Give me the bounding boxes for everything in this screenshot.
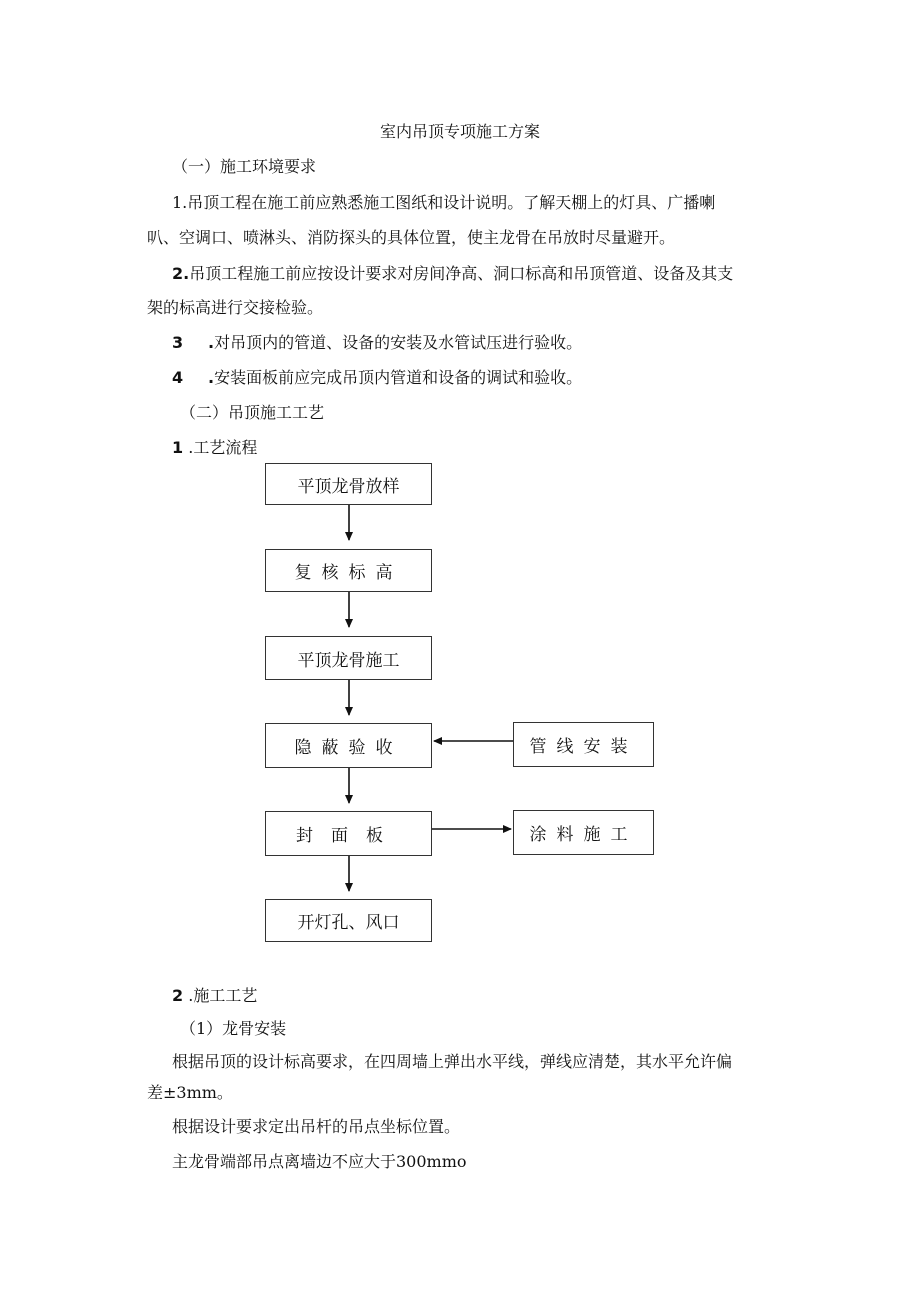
item-1-number: 1. <box>172 193 188 212</box>
flow-step-1: 平顶龙骨放样 <box>265 463 432 505</box>
item-4-number: 4 <box>172 368 184 387</box>
flow-side-out: 涂料施工 <box>513 810 654 855</box>
item-3-text: 对吊顶内的管道、设备的安装及水管试压进行验收。 <box>214 333 583 352</box>
item-2-line2: 架的标高进行交接检验。 <box>147 298 324 317</box>
item-2-number: 2 <box>172 264 184 283</box>
item-3-number: 3 <box>172 333 184 352</box>
sub2-1-heading: （1）龙骨安装 <box>180 1019 287 1038</box>
paragraph-3: 主龙骨端部吊点离墙边不应大于300mmo <box>172 1152 467 1171</box>
item-1-line2: 叭、空调口、喷淋头、消防探头的具体位置，使主龙骨在吊放时尽量避开。 <box>147 228 676 247</box>
flow-step-5: 封面板 <box>265 811 432 856</box>
section2-heading: （二）吊顶施工工艺 <box>180 403 325 422</box>
flow-step-2: 复核标高 <box>265 549 432 592</box>
paragraph-2: 根据设计要求定出吊杆的吊点坐标位置。 <box>172 1117 461 1136</box>
sub1-number: 1 <box>172 438 184 457</box>
page-title: 室内吊顶专项施工方案 <box>379 122 540 141</box>
paragraph-1-line1: 根据吊顶的设计标高要求，在四周墙上弹出水平线，弹线应清楚，其水平允许偏 <box>172 1052 733 1071</box>
flow-step-3: 平顶龙骨施工 <box>265 636 432 680</box>
section1-heading: （一）施工环境要求 <box>172 157 317 176</box>
paragraph-1-line2: 差±3mm。 <box>147 1083 233 1102</box>
item-4-separator: . <box>208 368 215 387</box>
flow-step-6: 开灯孔、风口 <box>265 899 432 942</box>
item-2-separator: . <box>183 264 190 283</box>
item-4-text: 安装面板前应完成吊顶内管道和设备的调试和验收。 <box>214 368 583 387</box>
item-1-text: 吊顶工程在施工前应熟悉施工图纸和设计说明。了解天棚上的灯具、广播喇 <box>187 193 716 212</box>
sub2-number: 2 <box>172 986 184 1005</box>
sub2-label: .施工工艺 <box>183 986 258 1005</box>
sub1-label: .工艺流程 <box>183 438 258 457</box>
item-2-text: 吊顶工程施工前应按设计要求对房间净高、洞口标高和吊顶管道、设备及其支 <box>189 264 734 283</box>
sub2-heading <box>172 986 257 1006</box>
flow-side-in: 管线安装 <box>513 722 654 767</box>
item-3-separator: . <box>208 333 215 352</box>
flow-step-4: 隐蔽验收 <box>265 723 432 768</box>
